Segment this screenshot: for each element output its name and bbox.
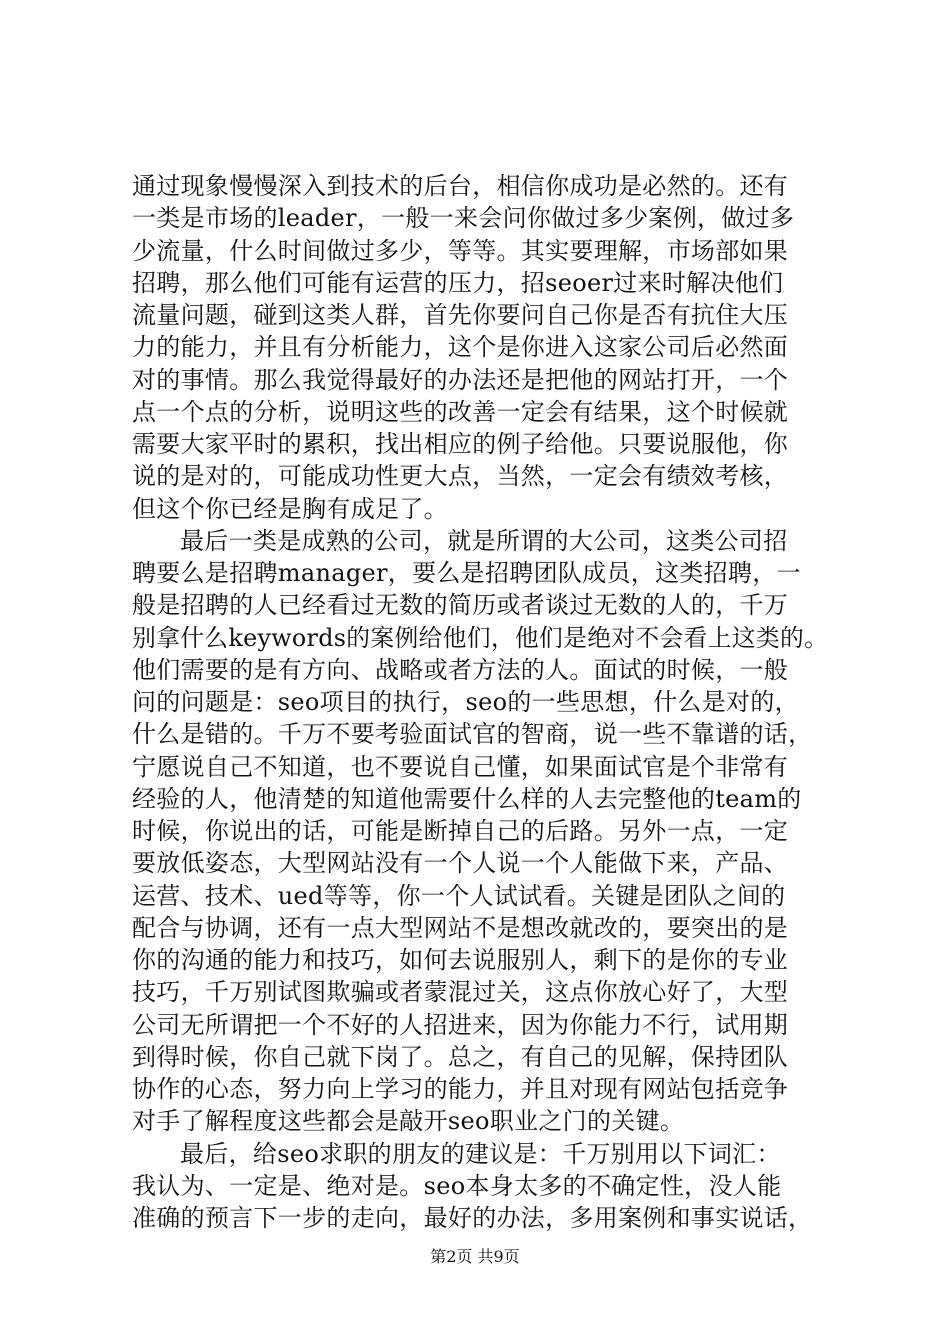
body-text	[132, 170, 832, 1234]
page-footer: 第2页 共9页	[430, 1247, 520, 1266]
text-line: 般是招聘的人已经看过无数的简历或者谈过无数的人的，千万	[132, 591, 789, 620]
text-line: 招聘，那么他们可能有运营的压力，招seoer过来时解决他们	[132, 268, 784, 297]
text-line: 点一个点的分析，说明这些的改善一定会有结果，这个时候就	[132, 397, 789, 426]
text-line: 力的能力，并且有分析能力，这个是你进入这家公司后必然面	[132, 333, 789, 362]
text-line: 你的沟通的能力和技巧，如何去说服别人，剩下的是你的专业	[132, 946, 789, 974]
text-line: 什么是错的。千万不要考验面试官的智商，说一些不靠谱的话，	[132, 720, 813, 749]
text-line: 问的问题是：seo项目的执行，seo的一些思想，什么是对的，	[132, 688, 799, 716]
text-line: 运营、技术、ued等等，你一个人试试看。关键是团队之间的	[132, 881, 786, 910]
text-line: 准确的预言下一步的走向，最好的办法，多用案例和事实说话，	[132, 1204, 813, 1232]
text-line: 他们需要的是有方向、战略或者方法的人。面试的时候，一般	[132, 655, 789, 684]
text-line: 公司无所谓把一个不好的人招进来，因为你能力不行，试用期	[132, 1010, 789, 1039]
text-line: 通过现象慢慢深入到技术的后台，相信你成功是必然的。还有	[132, 172, 789, 200]
text-line: 配合与协调，还有一点大型网站不是想改就改的，要突出的是	[132, 913, 789, 942]
text-line: 经验的人，他清楚的知道他需要什么样的人去完整他的team的	[132, 784, 802, 813]
text-line: 到得时候，你自己就下岗了。总之，有自己的见解，保持团队	[132, 1042, 789, 1071]
text-line: 聘要么是招聘manager，要么是招聘团队成员，这类招聘，一	[132, 559, 801, 587]
text-line: 我认为、一定是、绝对是。seo本身太多的不确定性，没人能	[132, 1171, 782, 1200]
text-line: 别拿什么keywords的案例给他们，他们是绝对不会看上这类的。	[132, 623, 829, 652]
text-line: 宁愿说自己不知道，也不要说自己懂，如果面试官是个非常有	[132, 752, 789, 781]
text-line: 协作的心态，努力向上学习的能力，并且对现有网站包括竞争	[132, 1075, 789, 1103]
text-line: 时候，你说出的话，可能是断掉自己的后路。另外一点，一定	[132, 817, 789, 845]
text-line: 需要大家平时的累积，找出相应的例子给他。只要说服他，你	[132, 430, 789, 458]
text-line: 说的是对的，可能成功性更大点，当然，一定会有绩效考核，	[132, 462, 789, 491]
text-line: 要放低姿态，大型网站没有一个人说一个人能做下来，产品、	[132, 849, 789, 878]
text-line: 少流量，什么时间做过多少，等等。其实要理解，市场部如果	[132, 236, 789, 265]
text-line: 对的事情。那么我觉得最好的办法还是把他的网站打开，一个	[132, 365, 789, 394]
text-line: 最后，给seo求职的朋友的建议是：千万别用以下词汇：	[180, 1139, 781, 1168]
text-line: 一类是市场的leader，一般一来会问你做过多少案例，做过多	[132, 204, 795, 233]
text-line: 最后一类是成熟的公司，就是所谓的大公司，这类公司招	[180, 526, 788, 555]
text-line: 但这个你已经是胸有成足了。	[132, 494, 448, 523]
text-line: 流量问题，碰到这类人群，首先你要问自己你是否有抗住大压	[132, 301, 789, 329]
text-line: 对手了解程度这些都会是敲开seo职业之门的关键。	[132, 1107, 685, 1136]
text-line: 技巧，千万别试图欺骗或者蒙混过关，这点你放心好了，大型	[132, 978, 789, 1007]
